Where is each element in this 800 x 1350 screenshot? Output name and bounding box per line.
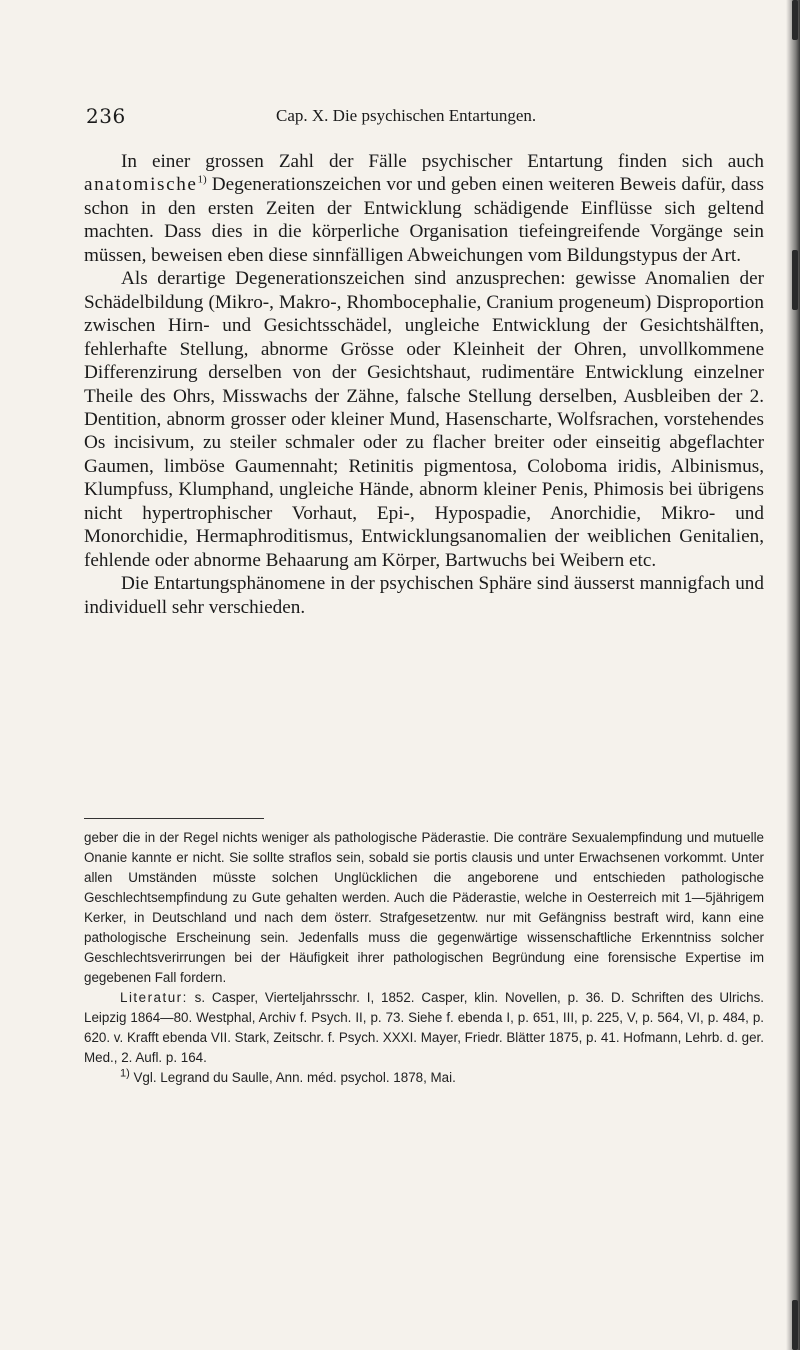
- paragraph-3: Die Entartungsphänomene in der psychischen Sphäre sind äusserst mannigfach und individuell sehr verschieden.: [84, 573, 764, 618]
- paragraph-1-start: In einer grossen Zahl der Fälle psychischer Entartung finden sich auch: [121, 151, 764, 172]
- page-header: [86, 104, 766, 134]
- footnote-divider: [84, 818, 264, 819]
- paragraph-1-end: Degenerationszeichen vor und geben einen weiteren Beweis dafür, dass schon in den ersten Zeiten der Entwicklung schädigende Einflüsse sich geltend machten. Dass dies in die körperliche Organisation tiefeingreifende Vorgänge sein müssen, beweisen eben diese sinnfälligen Abweichungen vom Bildungstypus der Art.: [84, 174, 764, 266]
- page-edge-mark: [792, 0, 798, 40]
- paragraph-2: Als derartige Degenerationszeichen sind anzusprechen: gewisse Anomalien der Schädelbildung (Mikro-, Makro-, Rhombocephalie, Cranium progeneum) Disproportion zwischen Hirn- und Gesichtsschädel, ungleiche Entwicklung der Gesichtshälften, fehlerhafte Stellung, abnorme Grösse oder Kleinheit der Ohren, unvollkommene Differenzirung derselben von der Gesichtshaut, rudimentäre Entwicklung einzelner Theile des Ohrs, Misswachs der Zähne, falsche Stellung derselben, Ausbleiben der 2. Dentition, abnorm grosser oder kleiner Mund, Hasenscharte, Wolfsrachen, vorstehendes Os incisivum, zu steiler schmaler oder zu flacher breiter oder einseitig abgeflachter Gaumen, limböse Gaumennaht; Retinitis pigmentosa, Coloboma iridis, Albinismus, Klumpfuss, Klumphand, ungleiche Hände, abnorm kleiner Penis, Phimosis bei übrigens nicht hypertrophischer Vorhaut, Epi-, Hypospadie, Anorchidie, Mikro- und Monorchidie, Hermaphroditismus, Entwicklungsanomalien der weiblichen Genitalien, fehlende oder abnorme Behaarung am Körper, Bartwuchs bei Weibern etc.: [84, 268, 764, 571]
- paragraph-1: [84, 150, 764, 267]
- footnote-ref: 1): [197, 174, 207, 187]
- footnote-marker: 1): [120, 1067, 130, 1080]
- footnote-continued: geber die in der Regel nichts weniger als pathologische Päderastie. Die conträre Sexualempfindung und mutuelle Onanie kannte er nicht. Sie sollte straflos sein, sobald sie portis clausis und unter Erwachsenen vorkommt. Unter allen Umständen müsste solchen Unglücklichen die angeborene und entschieden pathologische Geschlechtsempfindung zu Gute gehalten werden. Auch die Päderastie, welche in Oesterreich mit 1—5jährigem Kerker, in Deutschland und nach dem österr. Strafgesetzentw. nur mit Gefängniss bestraft wird, kann eine pathologische Erscheinung sein. Jedenfalls muss die gegenwärtige wissenschaftliche Erkenntniss solcher Geschlechtsverirrungen bei der Häufigkeit ihrer pathologischen Begründung eine forensische Expertise im gegebenen Fall fordern.: [84, 830, 764, 985]
- literature-label: Literatur:: [120, 990, 188, 1005]
- footnote-1-text: Vgl. Legrand du Saulle, Ann. méd. psychol. 1878, Mai.: [129, 1070, 456, 1085]
- main-text: [84, 150, 764, 619]
- page-edge-mark: [792, 250, 798, 310]
- footnote-1: [84, 1068, 764, 1088]
- footnotes: [84, 828, 764, 1088]
- running-head: Cap. X. Die psychischen Entartungen.: [276, 106, 537, 125]
- literature-text: s. Casper, Vierteljahrsschr. I, 1852. Casper, klin. Novellen, p. 36. D. Schriften des Ulrichs. Leipzig 1864—80. Westphal, Archiv f. Psych. II, p. 73. Siehe f. ebenda I, p. 651, III, p. 225, V, p. 564, VI, p. 484, p. 620. v. Krafft ebenda VII. Stark, Zeitschr. f. Psych. XXXI. Mayer, Friedr. Blätter 1875, p. 41. Hofmann, Lehrb. d. ger. Med., 2. Aufl. p. 164.: [84, 990, 764, 1065]
- page-edge-mark: [792, 1300, 798, 1350]
- page-number: 236: [86, 104, 126, 128]
- emphasis-anatomische: anatomische: [84, 174, 198, 196]
- literature-note: [84, 988, 764, 1068]
- page-edge-shadow: [786, 0, 800, 1350]
